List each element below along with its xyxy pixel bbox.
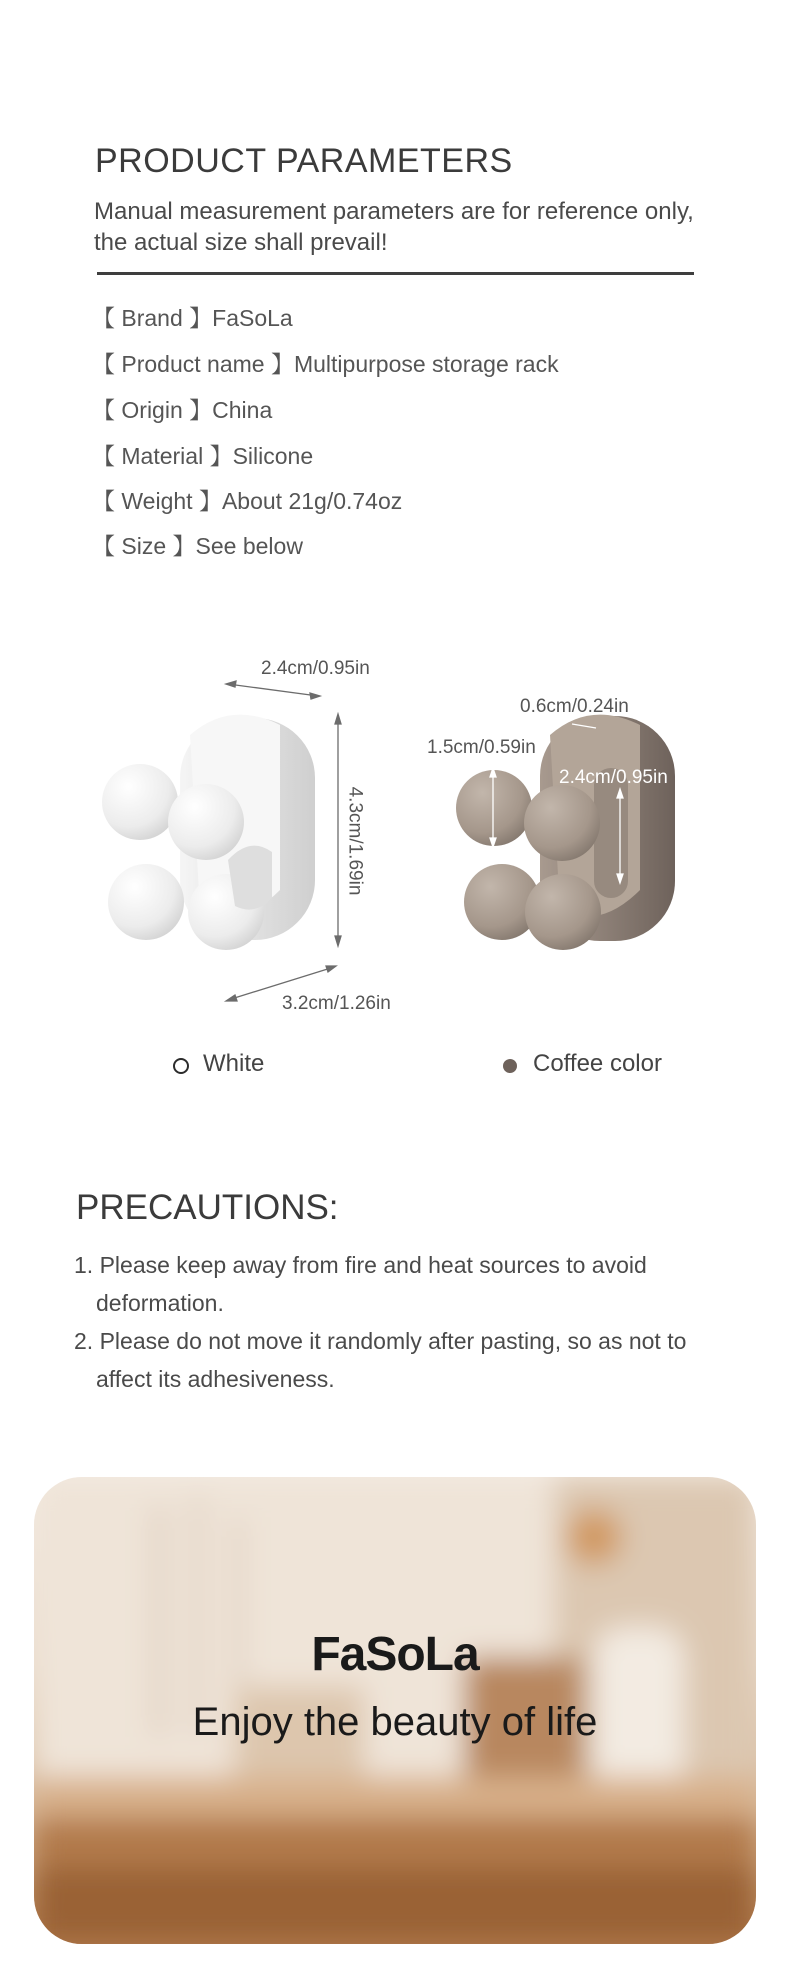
- precautions-title: PRECAUTIONS:: [76, 1188, 339, 1227]
- swatch-coffee-dot: [503, 1059, 517, 1073]
- spec-value: China: [212, 397, 273, 423]
- dim-coffee-ball: 1.5cm/0.59in: [427, 737, 536, 758]
- spec-label: 【 Brand 】: [92, 305, 213, 331]
- spec-label: 【 Weight 】: [92, 488, 222, 514]
- dim-white-width: 2.4cm/0.95in: [261, 658, 370, 679]
- precaution-item-2: [74, 1322, 724, 1398]
- product-figure: [0, 640, 790, 1020]
- spec-value: About 21g/0.74oz: [221, 488, 403, 514]
- swatch-white-label: White: [203, 1050, 265, 1077]
- precaution-item-1: [74, 1246, 724, 1322]
- dim-white-depth: 3.2cm/1.26in: [282, 993, 391, 1014]
- spec-origin: [92, 392, 272, 425]
- precaution-line: 1. Please keep away from fire and heat sources to avoid: [74, 1252, 647, 1278]
- spec-product-name: [92, 346, 559, 379]
- swatch-white-dot: [173, 1058, 189, 1074]
- spec-value: See below: [195, 533, 303, 559]
- precaution-line: affect its adhesiveness.: [96, 1366, 335, 1392]
- precaution-line: 2. Please do not move it randomly after pasting, so as not to: [74, 1328, 687, 1354]
- precaution-line: deformation.: [96, 1290, 224, 1316]
- spec-value: Silicone: [232, 443, 314, 469]
- params-title: PRODUCT PARAMETERS: [95, 142, 513, 180]
- spec-label: 【 Material 】: [92, 443, 233, 469]
- params-subtitle: [94, 196, 714, 258]
- spec-material: [92, 438, 313, 471]
- dim-white-height: 4.3cm/1.69in: [344, 786, 366, 896]
- spec-label: 【 Size 】: [92, 533, 196, 559]
- spec-value: Multipurpose storage rack: [293, 351, 559, 377]
- spec-label: 【 Origin 】: [92, 397, 213, 423]
- spec-size: [92, 528, 303, 561]
- white-hook-illustration: [102, 715, 315, 950]
- brand-slogan: Enjoy the beauty of life: [192, 1700, 598, 1744]
- dim-coffee-slot-height: 2.4cm/0.95in: [559, 767, 668, 788]
- params-subtitle-line1: Manual measurement parameters are for reference only,: [94, 198, 694, 225]
- swatch-coffee-label: Coffee color: [533, 1050, 662, 1077]
- brand-logo: FaSoLa: [311, 1628, 479, 1681]
- divider: [97, 272, 694, 275]
- spec-value: FaSoLa: [212, 305, 293, 331]
- spec-weight: [92, 483, 402, 516]
- spec-brand: [92, 300, 293, 333]
- spec-label: 【 Product name 】: [92, 351, 294, 377]
- params-subtitle-line2: the actual size shall prevail!: [94, 229, 388, 256]
- dim-coffee-slot-width: 0.6cm/0.24in: [520, 696, 629, 717]
